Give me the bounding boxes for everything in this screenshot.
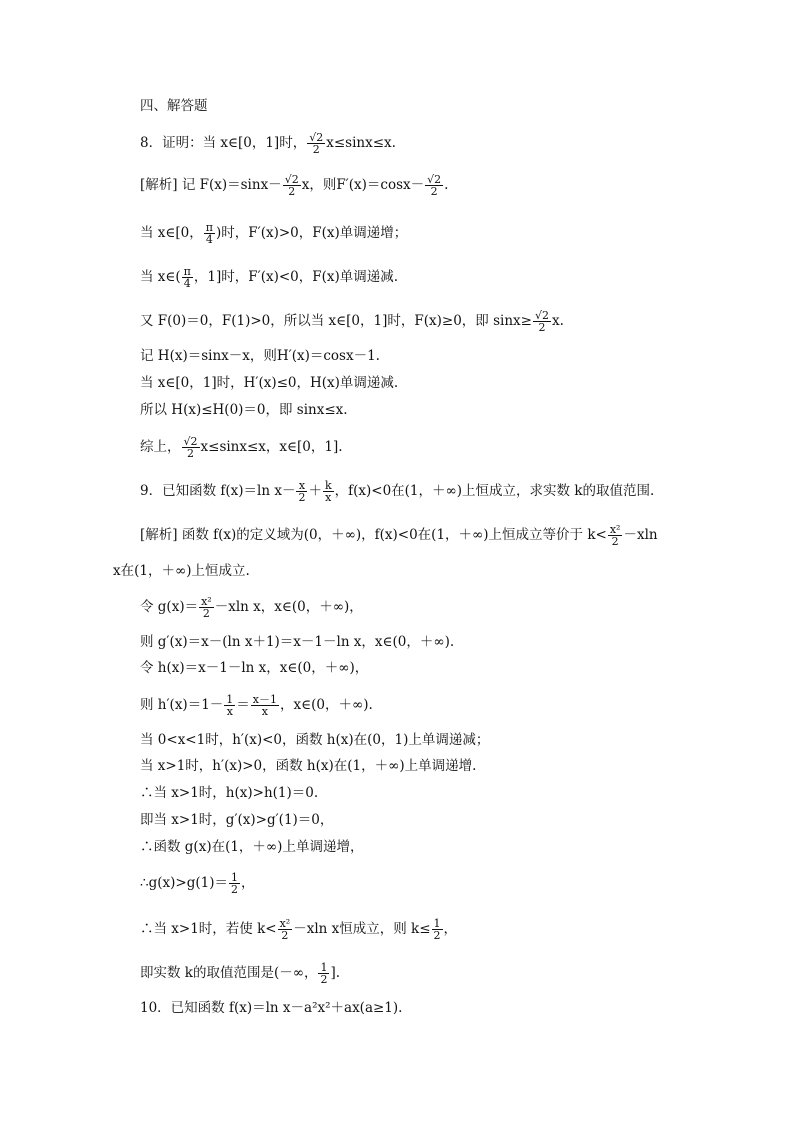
- problem-9-solution-line: ∴当 x>1时，若使 k< $\frac{\text{x²}}{2}$ －xln x恒成立，则 k≤ $\frac{1}{2}$ ，: [140, 917, 458, 942]
- problem-8-solution-line: 当 x∈[0，1]时，H′(x)≤0，H(x)单调递减.: [140, 375, 399, 391]
- problem-9-solution-line: 则 g′(x)＝x－(ln x＋1)＝x－1－ln x，x∈(0，＋∞).: [140, 634, 455, 650]
- problem-8-solution-line: 综上， $\frac{√2}{2}$ x≤sinx≤x，x∈[0，1].: [140, 435, 343, 460]
- problem-8-solution-line: 所以 H(x)≤H(0)＝0，即 sinx≤x.: [140, 402, 348, 418]
- problem-9-solution-line: 当 0<x<1时，h′(x)<0，函数 h(x)在(0，1)上单调递减；: [140, 732, 490, 748]
- problem-9-solution-line: 令 h(x)＝x－1－ln x，x∈(0，＋∞)，: [140, 660, 369, 676]
- problem-8-solution-line: 又 F(0)＝0，F(1)>0，所以当 x∈[0，1]时，F(x)≥0，即 sinx≥ $\frac{√2}{2}$ x.: [140, 309, 564, 334]
- problem-9-solution-line: ∴g(x)>g(1)＝ $\frac{1}{2}$ ，: [140, 871, 255, 896]
- problem-9-solution-line: ∴当 x>1时，h(x)>h(1)＝0.: [140, 785, 319, 801]
- problem-8-solution-line: 当 x∈[0， $\frac{\pi}{4}$ )时，F′(x)>0，F(x)单调递增；: [140, 221, 408, 246]
- problem-9-solution-line: [解析] 函数 f(x)的定义域为(0，＋∞)，f(x)<0在(1，＋∞)上恒成立等价于 k< $\frac{\text{x²}}{2}$ －xln: [140, 523, 658, 548]
- problem-8-statement: 8．证明：当 x∈[0，1]时， $\frac{√2}{2}$ x≤sinx≤x.: [140, 131, 396, 156]
- problem-9-solution-line: 令 g(x)＝ $\frac{\text{x²}}{2}$ －xln x，x∈(0，＋∞)，: [140, 595, 363, 620]
- problem-8-solution-line: 记 H(x)＝sinx－x，则H′(x)＝cosx－1.: [140, 348, 380, 364]
- problem-9-statement: 9．已知函数 f(x)＝ln x－ $\frac{x}{2}$ ＋ $\frac{k}{x}$ ，f(x)<0在(1，＋∞)上恒成立，求实数 k的取值范围.: [140, 479, 655, 504]
- problem-9-solution-line: x在(1，＋∞)上恒成立.: [113, 563, 250, 579]
- problem-8-solution-line: 当 x∈( $\frac{\pi}{4}$ ，1]时，F′(x)<0，F(x)单调递减.: [140, 265, 399, 290]
- problem-9-solution-line: 即实数 k的取值范围是(－∞， $\frac{1}{2}$ ].: [140, 961, 341, 986]
- problem-10-statement: 10．已知函数 f(x)＝ln x－a²x²＋ax(a≥1).: [140, 1000, 403, 1016]
- problem-9-solution-line: ∴函数 g(x)在(1，＋∞)上单调递增，: [140, 839, 364, 855]
- problem-9-solution-line: 则 h′(x)＝1－ $\frac{1}{x}$ ＝ $\frac{x-1}{x}$ ，x∈(0，＋∞).: [140, 693, 373, 718]
- problem-9-solution-line: 即当 x>1时，g′(x)>g′(1)＝0，: [140, 812, 334, 828]
- problem-9-solution-line: 当 x>1时，h′(x)>0，函数 h(x)在(1，＋∞)上单调递增.: [140, 758, 477, 774]
- section-title: 四、解答题: [140, 98, 208, 114]
- problem-8-solution-line: [解析] 记 F(x)＝sinx－ $\frac{√2}{2}$ x，则F′(x)＝cosx－ $\frac{√2}{2}$ .: [140, 173, 449, 198]
